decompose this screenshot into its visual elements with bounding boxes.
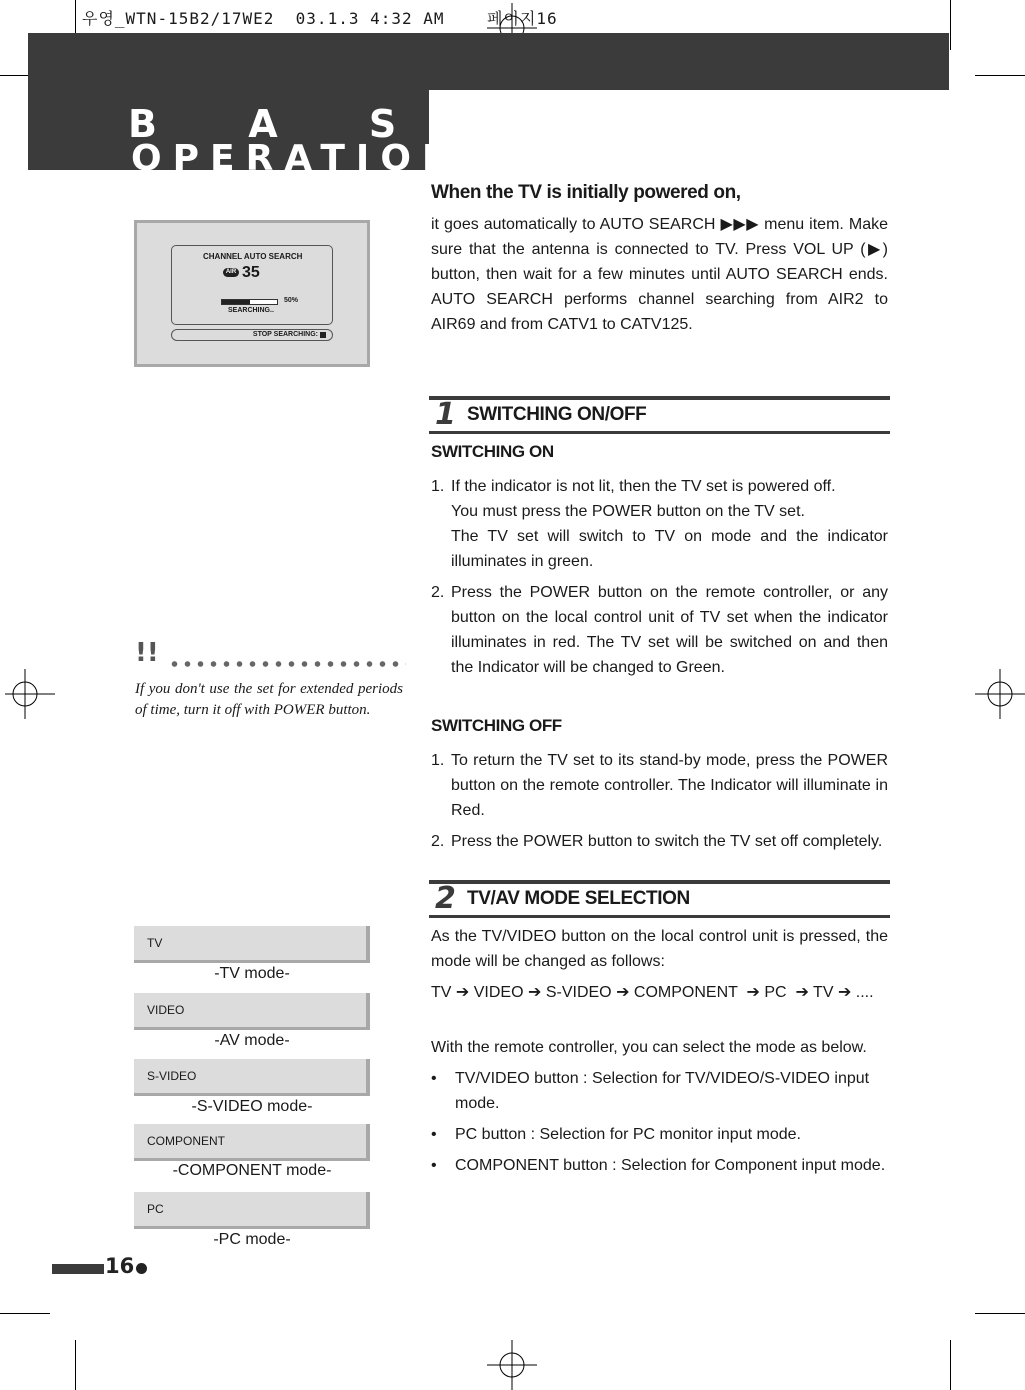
mode-box-video: VIDEO: [134, 993, 370, 1030]
crop-mark: [975, 75, 1025, 76]
osd-progress-percent: 50%: [284, 297, 299, 304]
registration-mark-icon: [487, 1340, 537, 1390]
list-item: • COMPONENT button : Selection for Component input mode.: [431, 1153, 888, 1178]
remote-intro: With the remote controller, you can select the mode as below.: [431, 1039, 867, 1056]
mode-caption: -TV mode-: [214, 965, 290, 982]
osd-title: CHANNEL AUTO SEARCH: [203, 252, 303, 261]
switching-on-heading: SWITCHING ON: [431, 442, 554, 461]
mode-box-component: COMPONENT: [134, 1124, 370, 1161]
crop-mark: [975, 1313, 1025, 1314]
switching-off-heading: SWITCHING OFF: [431, 716, 562, 735]
page-number: 16: [105, 1254, 135, 1278]
registration-mark-icon: [975, 669, 1025, 719]
mode-selection-body: As the TV/VIDEO button on the local control unit is pressed, the mode will be changed as follows:: [431, 928, 888, 970]
note-text: If you don't use the set for extended periods of time, turn it off with POWER button.: [135, 681, 403, 718]
osd-stop-searching: STOP SEARCHING:: [171, 329, 333, 341]
note-divider: [168, 660, 406, 668]
crop-mark: [950, 1340, 951, 1390]
section1-number: 1: [435, 397, 456, 432]
list-item: 1. If the indicator is not lit, then the TV set is powered off. You must press the POWER button on the TV set. The TV set will switch to TV on mode and the indicator illuminates in green.: [431, 478, 888, 570]
section2-title: TV/AV MODE SELECTION: [467, 888, 690, 909]
section2-number: 2: [435, 881, 456, 916]
mode-box-pc: PC: [134, 1192, 370, 1229]
stop-icon: [320, 332, 326, 338]
osd-air-badge: AIR: [223, 268, 239, 277]
osd-progress-fill: [222, 300, 250, 304]
section-title-line1: B A S I C: [128, 102, 660, 146]
switching-off-list: [431, 748, 888, 860]
list-item: 1. To return the TV set to its stand-by mode, press the POWER button on the remote controller. The Indicator will illuminate in Red.: [431, 752, 888, 819]
osd-channel-number: 35: [242, 264, 260, 281]
switching-on-list: [431, 474, 888, 686]
mode-caption: -PC mode-: [213, 1231, 291, 1248]
section1-title: SWITCHING ON/OFF: [467, 404, 647, 425]
crop-mark: [75, 1340, 76, 1390]
osd-status: SEARCHING..: [228, 307, 274, 314]
list-item: 2. Press the POWER button to switch the TV set off completely.: [431, 833, 883, 850]
page-number-bar: [52, 1264, 104, 1274]
list-item: 2. Press the POWER button on the remote controller, or any button on the local control unit of TV set when the indicator illuminates in red. The TV set will be switched on and then the Indicator will be changed to Green.: [431, 584, 888, 676]
mode-caption: -AV mode-: [214, 1032, 290, 1049]
section-title-line2: OPERATIONS: [131, 138, 500, 179]
mode-box-svideo: S-VIDEO: [134, 1059, 370, 1096]
print-slug: 우영_WTN-15B2/17WE2 03.1.3 4:32 AM 페이지16: [82, 9, 558, 28]
list-item: • PC button : Selection for PC monitor input mode.: [431, 1122, 888, 1147]
list-item: • TV/VIDEO button : Selection for TV/VIDEO/S-VIDEO input mode.: [431, 1066, 888, 1116]
mode-sequence: TV ➔ VIDEO ➔ S-VIDEO ➔ COMPONENT ➔ PC ➔ TV ➔ ....: [431, 984, 874, 1001]
mode-box-tv: TV: [134, 926, 370, 963]
registration-mark-icon: [5, 669, 55, 719]
page-number-dot: [136, 1263, 147, 1274]
remote-button-list: [431, 1066, 888, 1184]
crop-mark: [950, 0, 951, 50]
intro-body: it goes automatically to AUTO SEARCH ▶▶▶ menu item. Make sure that the antenna is connected to TV. Press VOL UP (▶) button, then wait for a few minutes until AUTO SEARCH ends. AUTO SEARCH performs channel searching from AIR2 to AIR69 and from CATV1 to CATV125.: [431, 216, 888, 333]
osd-progress-bar: [221, 299, 278, 305]
section2-header: [429, 880, 890, 918]
crop-mark: [0, 1313, 50, 1314]
note-icon: !!: [135, 638, 159, 668]
mode-caption: -COMPONENT mode-: [172, 1162, 332, 1179]
mode-caption: -S-VIDEO mode-: [191, 1098, 313, 1115]
header-bar: [28, 33, 949, 90]
intro-heading: When the TV is initially powered on,: [431, 182, 741, 203]
section1-header: [429, 396, 890, 434]
